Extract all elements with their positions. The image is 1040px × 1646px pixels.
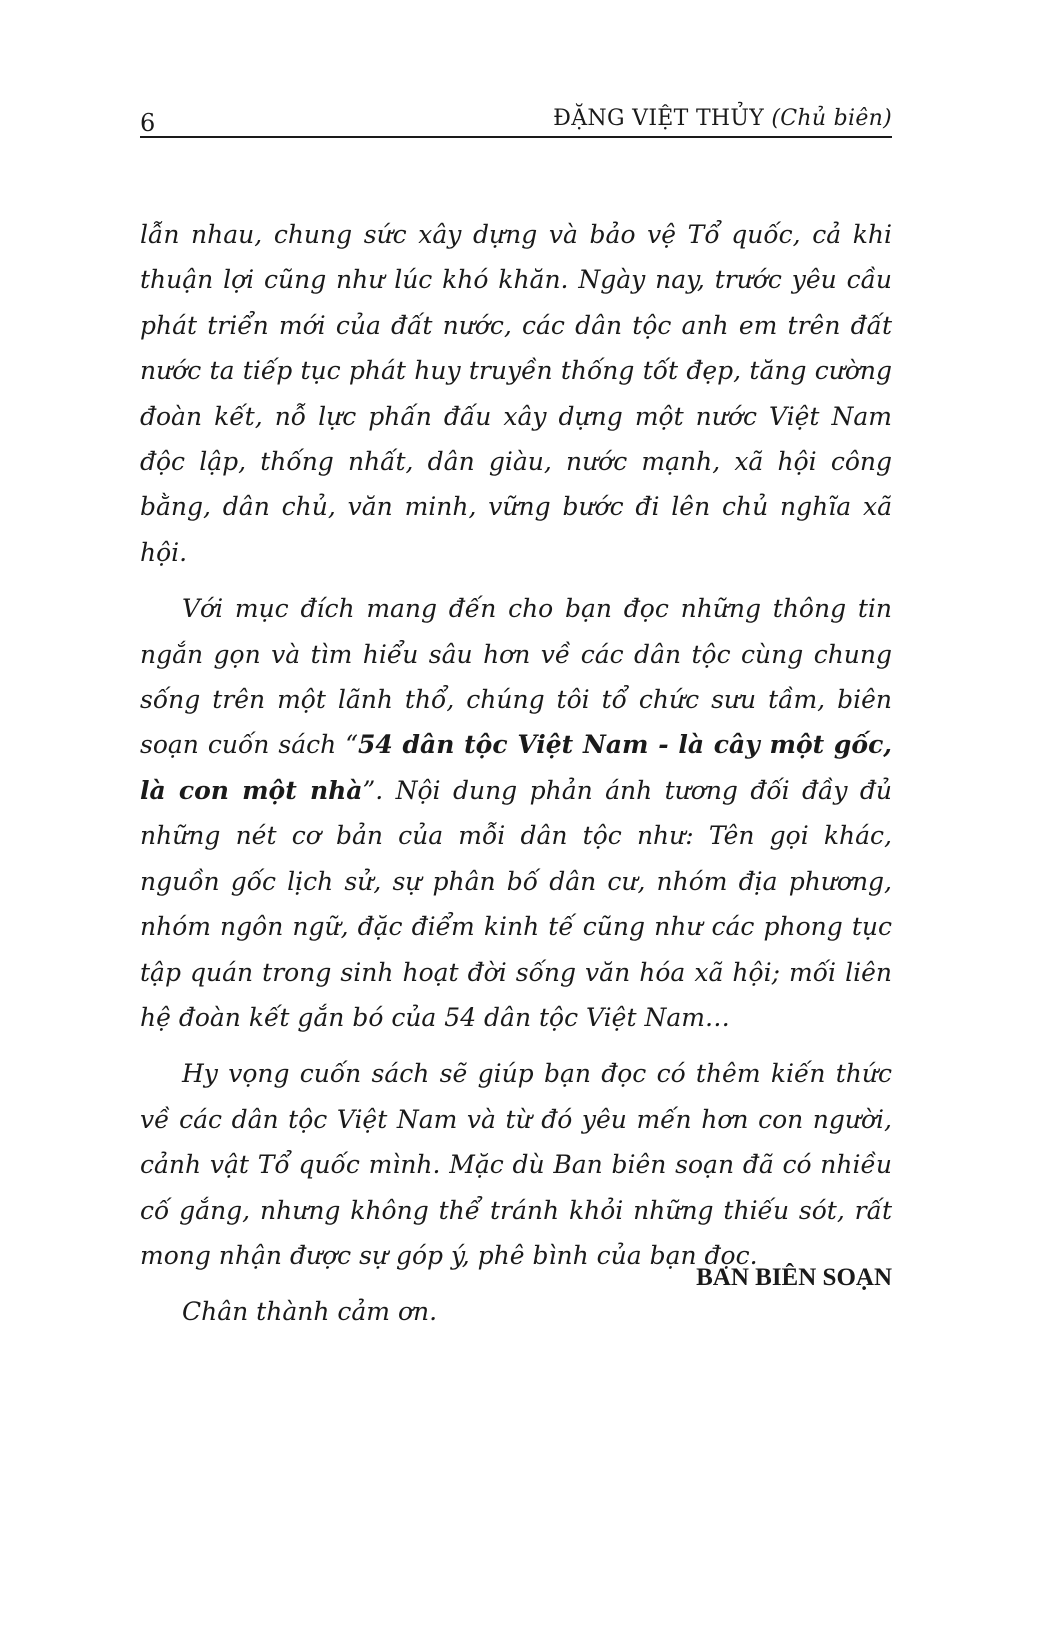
page-header [140,104,892,138]
author-role: (Chủ biên) [771,106,892,131]
author-name: ĐẶNG VIỆT THỦY [553,106,765,131]
closing-line: Chân thành cảm ơn. [182,1297,438,1327]
paragraph-3: Hy vọng cuốn sách sẽ giúp bạn đọc có thêm kiến thức về các dân tộc Việt Nam và từ đó yêu mến hơn con người, cảnh vật Tổ quốc mình. Mặc dù Ban biên soạn đã có nhiều cố gắng, nhưng không thể tránh khỏi những thiếu sót, rất mong nhận được sự góp ý, phê bình của bạn đọc. [140,1059,892,1270]
body-text [140,212,892,1346]
paragraph-2-rest: ”. Nội dung phản ánh tương đối đầy đủ những nét cơ bản của mỗi dân tộc như: Tên gọi khác, nguồn gốc lịch sử, sự phân bố dân cư, nhóm địa phương, nhóm ngôn ngữ, đặc điểm kinh tế cũng như các phong tục tập quán trong sinh hoạt đời sống văn hóa xã hội; mối liên hệ đoàn kết gắn bó của 54 dân tộc Việt Nam… [140,775,892,1032]
paragraph-2 [140,586,892,1040]
page-number: 6 [140,109,156,137]
signature: BAN BIÊN SOẠN [696,1264,892,1291]
book-title: 54 dân tộc Việt Nam - là cây một gốc, là con một nhà [140,730,893,805]
paragraph-2-lead: Với mục đích mang đến cho bạn đọc những thông tin ngắn gọn và tìm hiểu sâu hơn về các dân tộc cùng chung sống trên một lãnh thổ, chúng tôi tổ chức sưu tầm, biên soạn cuốn sách “ [140,594,892,760]
paragraph-1: lẫn nhau, chung sức xây dựng và bảo vệ Tổ quốc, cả khi thuận lợi cũng như lúc khó khăn. Ngày nay, trước yêu cầu phát triển mới của đất nước, các dân tộc anh em trên đất nước ta tiếp tục phát huy truyền thống tốt đẹp, tăng cường đoàn kết, nỗ lực phấn đấu xây dựng một nước Việt Nam độc lập, thống nhất, dân giàu, nước mạnh, xã hội công bằng, dân chủ, văn minh, vững bước đi lên chủ nghĩa xã hội. [140,220,892,567]
running-header [553,106,892,132]
